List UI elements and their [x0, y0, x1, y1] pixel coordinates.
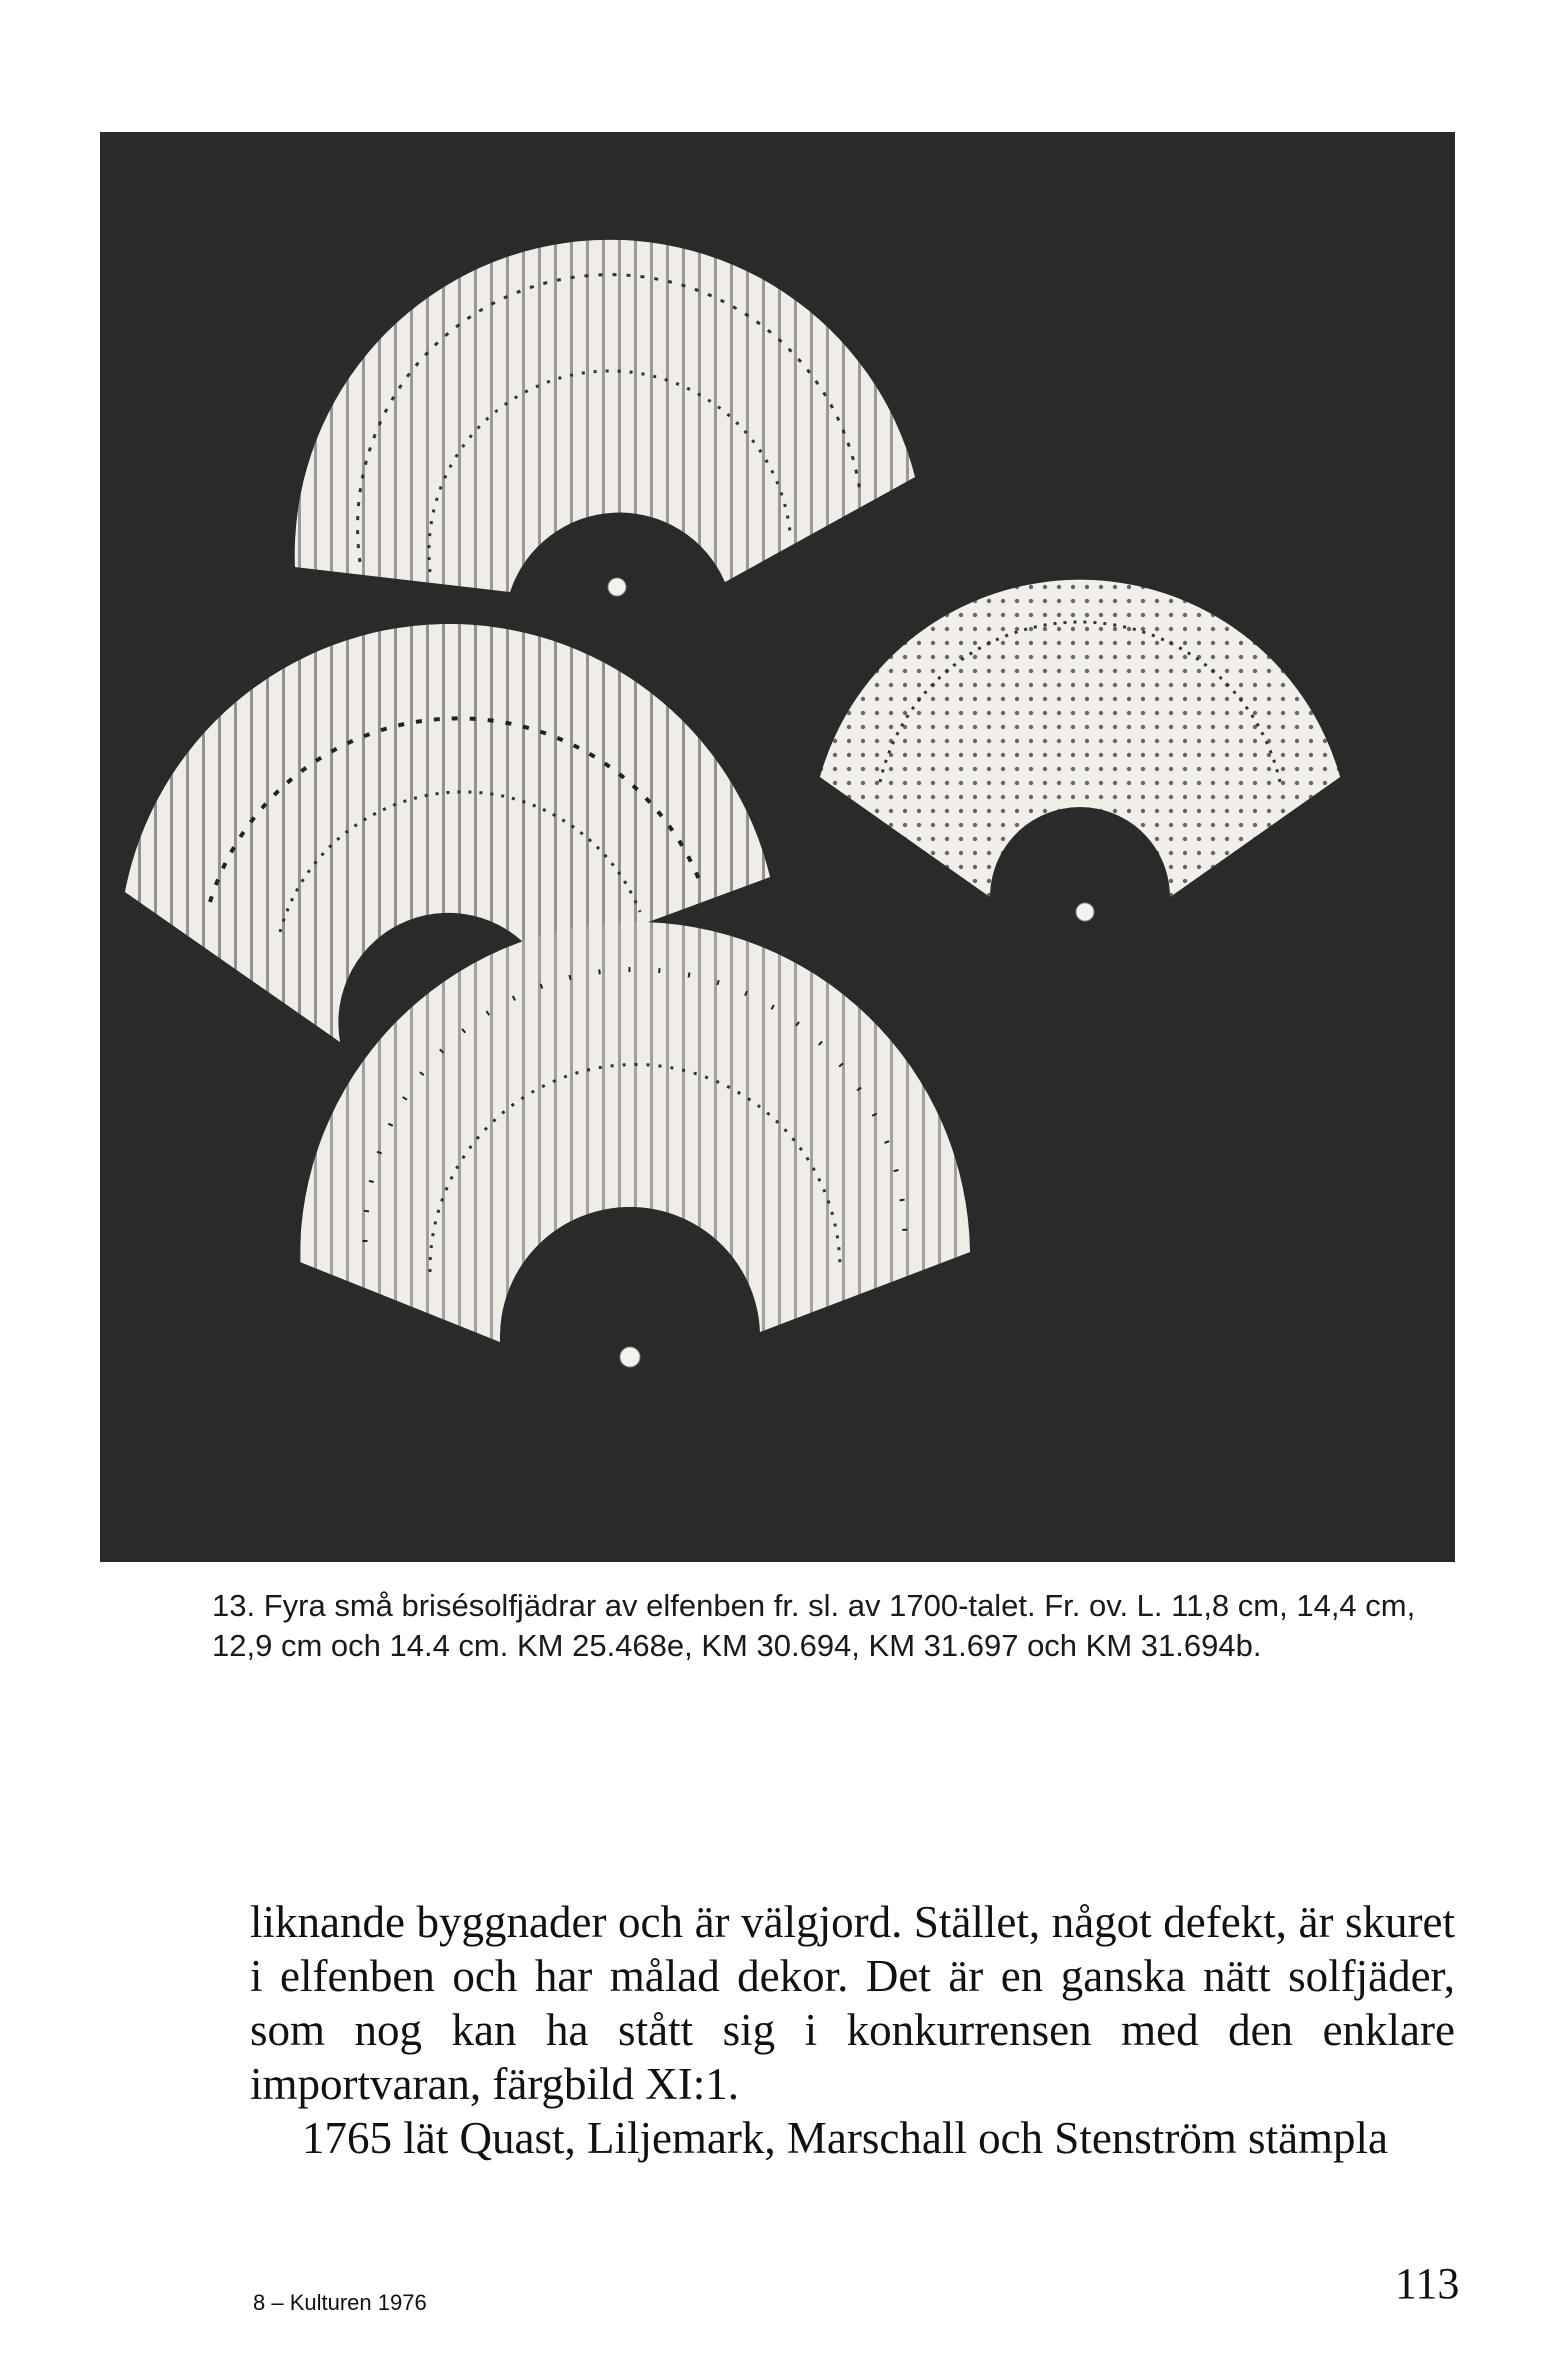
paragraph-1: liknande byggnader och är välgjord. Stället, något defekt, är skuret i elfenben och har målad dekor. Det är en ganska nätt solfjäder, som nog kan ha stått sig i konkurrensen med den enklare importvaran, färgbild XI:1.	[250, 1897, 1455, 2109]
figure-caption: 13. Fyra små brisésolfjädrar av elfenben fr. sl. av 1700-talet. Fr. ov. L. 11,8 cm, 14,4 cm, 12,9 cm och 14.4 cm. KM 25.468e, KM 30.694, KM 31.697 och KM 31.694b.	[212, 1588, 1416, 1663]
paragraph-2: 1765 lät Quast, Liljemark, Marschall och Stenström stämpla	[302, 2113, 1389, 2163]
footer-source: 8 – Kulturen 1976	[253, 2290, 427, 2315]
page-number: 113	[1395, 2259, 1460, 2308]
fan-middle-right	[820, 580, 1340, 921]
fan-bottom	[300, 922, 970, 1367]
fan-photograph	[100, 132, 1455, 1562]
body-text	[250, 1895, 1455, 2165]
fan-top	[295, 240, 915, 596]
